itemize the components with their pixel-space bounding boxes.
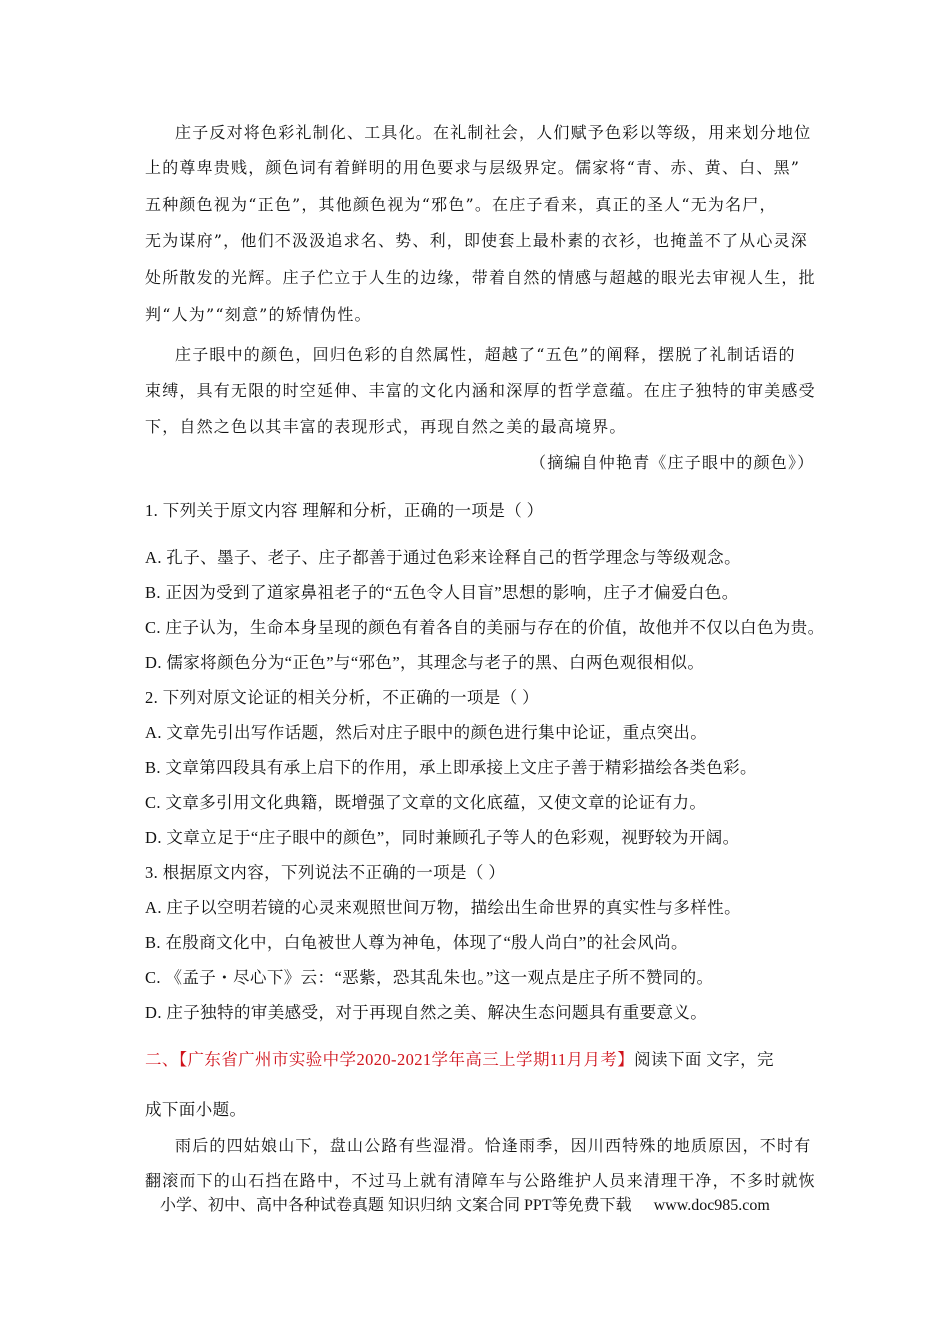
page-footer bbox=[160, 1192, 770, 1215]
passage-line: 无为谋府”，他们不汲汲追求名、势、利，即使套上最朴素的衣衫，也掩盖不了从心灵深 bbox=[145, 231, 808, 250]
section-heading bbox=[145, 1046, 810, 1070]
question-option: D. 文章立足于“庄子眼中的颜色”，同时兼顾孔子等人的色彩观，视野较为开阔。 bbox=[145, 828, 740, 847]
question-option: B. 文章第四段具有承上启下的作用，承上即承接上文庄子善于精彩描绘各类色彩。 bbox=[145, 758, 757, 777]
passage-line: 处所散发的光辉。庄子伫立于人生的边缘，带着自然的情感与超越的眼光去审视人生，批 bbox=[145, 268, 816, 287]
passage-source: （摘编自仲艳青《庄子眼中的颜色》） bbox=[530, 453, 815, 472]
passage-line: 判“人为”“刻意”的矫情伪性。 bbox=[145, 305, 372, 324]
question-option: C. 《孟子・尽心下》云：“恶紫，恐其乱朱也。”这一观点是庄子所不赞同的。 bbox=[145, 968, 714, 987]
passage-line: 束缚，具有无限的时空延伸、丰富的文化内涵和深厚的哲学意蕴。在庄子独特的审美感受 bbox=[145, 381, 816, 400]
section-number: 二、 bbox=[145, 1050, 179, 1069]
passage-line: 五种颜色视为“正色”，其他颜色视为“邪色”。在庄子看来，真正的圣人“无为名尸， bbox=[145, 195, 777, 214]
passage-line: 雨后的四姑娘山下，盘山公路有些湿滑。恰逢雨季，因川西特殊的地质原因，不时有 bbox=[175, 1136, 812, 1155]
section-instruction-cont: 成下面小题。 bbox=[145, 1100, 247, 1119]
section-source-tag: 【广东省广州市实验中学2020-2021学年高三上学期11月月考】 bbox=[178, 1050, 635, 1069]
question-stem: 3. 根据原文内容，下列说法不正确的一项是（ ） bbox=[145, 863, 506, 882]
question-stem: 2. 下列对原文论证的相关分析，不正确的一项是（ ） bbox=[145, 688, 540, 707]
section-instruction: 阅读下面 文字，完 bbox=[634, 1050, 774, 1069]
question-option: A. 孔子、墨子、老子、庄子都善于通过色彩来诠释自己的哲学理念与等级观念。 bbox=[145, 548, 741, 567]
passage-line: 下，自然之色以其丰富的表现形式，再现自然之美的最高境界。 bbox=[145, 417, 627, 436]
question-option: A. 庄子以空明若镜的心灵来观照世间万物，描绘出生命世界的真实性与多样性。 bbox=[145, 898, 741, 917]
question-option: C. 文章多引用文化典籍，既增强了文章的文化底蕴，又使文章的论证有力。 bbox=[145, 793, 707, 812]
question-option: C. 庄子认为，生命本身呈现的颜色有着各自的美丽与存在的价值，故他并不仅以白色为贵。 bbox=[145, 618, 825, 637]
passage-line: 庄子反对将色彩礼制化、工具化。在礼制社会，人们赋予色彩以等级，用来划分地位 bbox=[175, 123, 812, 142]
passage-line: 庄子眼中的颜色，回归色彩的自然属性，超越了“五色”的阐释，摆脱了礼制话语的 bbox=[175, 345, 796, 364]
passage-line: 上的尊卑贵贱，颜色词有着鲜明的用色要求与层级界定。儒家将“青、赤、黄、白、黑” bbox=[145, 158, 801, 177]
question-option: A. 文章先引出写作话题，然后对庄子眼中的颜色进行集中论证，重点突出。 bbox=[145, 723, 708, 742]
question-stem: 1. 下列关于原文内容 理解和分析，正确的一项是（ ） bbox=[145, 501, 544, 520]
footer-link[interactable]: www.doc985.com bbox=[653, 1197, 770, 1214]
question-option: D. 庄子独特的审美感受，对于再现自然之美、解决生态问题具有重要意义。 bbox=[145, 1003, 708, 1022]
question-option: D. 儒家将颜色分为“正色”与“邪色”，其理念与老子的黑、白两色观很相似。 bbox=[145, 653, 705, 672]
passage-line: 翻滚而下的山石挡在路中，不过马上就有清障车与公路维护人员来清理干净，不多时就恢 bbox=[145, 1171, 816, 1190]
question-option: B. 正因为受到了道家鼻祖老子的“五色令人目盲”思想的影响，庄子才偏爱白色。 bbox=[145, 583, 739, 602]
question-option: B. 在殷商文化中，白龟被世人尊为神龟，体现了“殷人尚白”的社会风尚。 bbox=[145, 933, 688, 952]
footer-text: 小学、初中、高中各种试卷真题 知识归纳 文案合同 PPT等免费下载 bbox=[160, 1197, 632, 1214]
